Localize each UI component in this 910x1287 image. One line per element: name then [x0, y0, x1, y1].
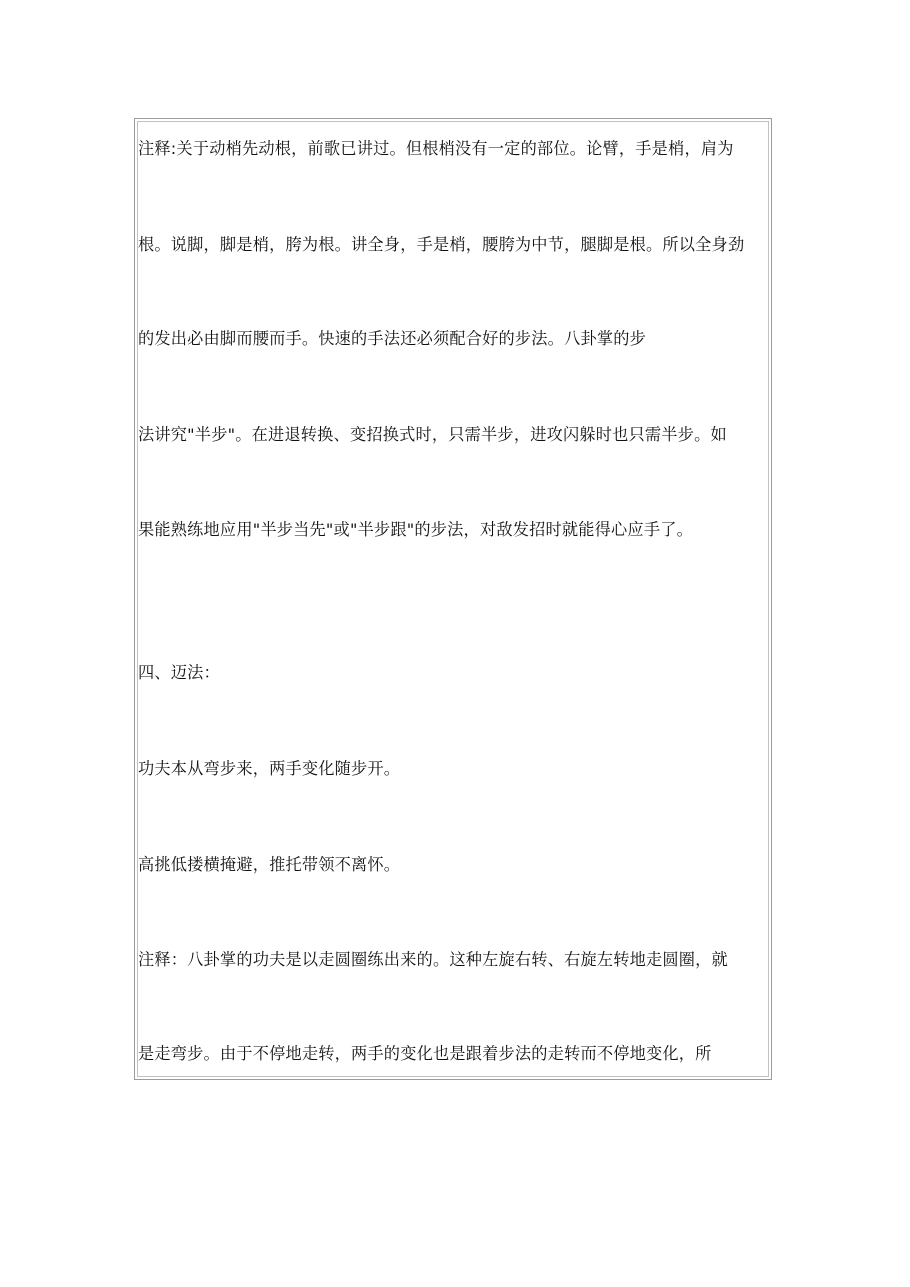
text-line-7: 是走弯步。由于不停地走转，两手的变化也是跟着步法的走转而不停地变化，所: [138, 1044, 712, 1063]
page-frame: [134, 118, 772, 1080]
text-line-3: 的发出必由脚而腰而手。快速的手法还必须配合好的步法。八卦掌的步: [138, 329, 647, 348]
text-line-1: 注释:关于动梢先动根，前歌已讲过。但根梢没有一定的部位。论臂，手是梢，肩为: [138, 139, 734, 158]
text-line-6: 注释：八卦掌的功夫是以走圆圈练出来的。这种左旋右转、右旋左转地走圆圈，就: [138, 950, 728, 969]
page-frame-inner: [137, 121, 769, 1077]
text-line-2: 根。说脚，脚是梢，胯为根。讲全身，手是梢，腰胯为中节，腿脚是根。所以全身劲: [138, 235, 745, 254]
section-heading: 四、迈法：: [138, 663, 220, 682]
verse-line-1: 功夫本从弯步来，两手变化随步开。: [138, 759, 401, 778]
text-line-4: 法讲究"半步"。在进退转换、变招换式时，只需半步，进攻闪躲时也只需半步。如: [138, 425, 727, 444]
text-line-5: 果能熟练地应用"半步当先"或"半步跟"的步法，对敌发招时就能得心应手了。: [138, 520, 693, 539]
verse-line-2: 高挑低搂横掩避，推托带领不离怀。: [138, 855, 401, 874]
